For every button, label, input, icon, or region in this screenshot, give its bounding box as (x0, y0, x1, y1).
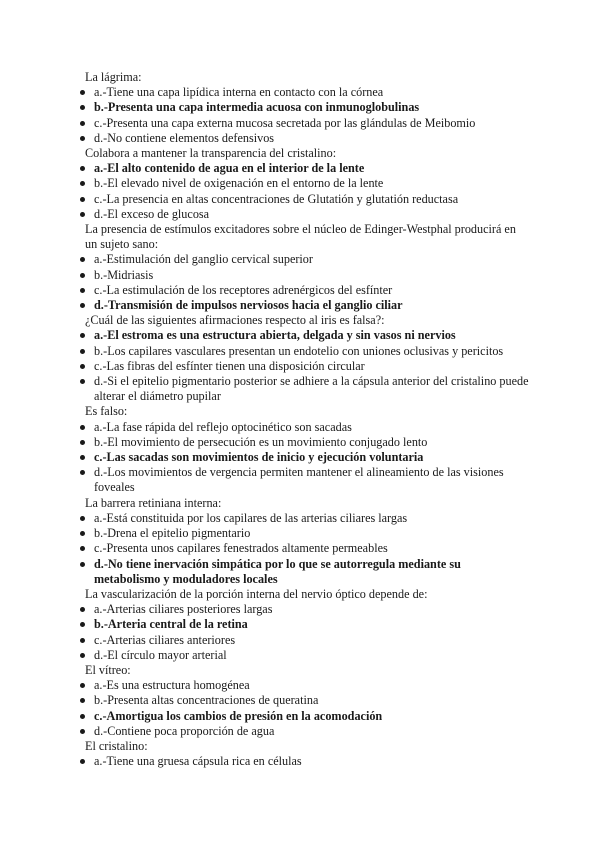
bullet-icon (80, 288, 85, 293)
question-prompt: El vítreo: (85, 662, 131, 677)
option-text: a.-Tiene una gruesa cápsula rica en células (94, 754, 302, 769)
answer-option (0, 85, 600, 100)
answer-option (0, 602, 600, 617)
bullet-icon (80, 349, 85, 354)
answer-option (0, 465, 600, 495)
question-prompt: La presencia de estímulos excitadores sobre el núcleo de Edinger-Westphal producirá en un sujeto sano: (85, 222, 516, 252)
answer-option (0, 511, 600, 526)
answer-option (0, 131, 600, 146)
answer-option (0, 176, 600, 191)
option-text: b.-Arteria central de la retina (94, 617, 248, 632)
bullet-icon (80, 181, 85, 186)
bullet-icon (80, 121, 85, 126)
option-text: a.-Estimulación del ganglio cervical superior (94, 252, 313, 267)
bullet-icon (80, 197, 85, 202)
answer-option (0, 693, 600, 708)
bullet-icon (80, 714, 85, 719)
option-text: b.-Midriasis (94, 267, 154, 282)
option-text: c.-Arterias ciliares anteriores (94, 632, 236, 647)
answer-option-correct (0, 161, 600, 176)
option-text: d.-No contiene elementos defensivos (94, 130, 275, 145)
bullet-icon (80, 653, 85, 658)
option-text: d.-No tiene inervación simpática por lo que se autorregula mediante su metabolismo y moduladores locales (94, 556, 461, 586)
question-prompt: La lágrima: (85, 70, 142, 84)
bullet-icon (80, 698, 85, 703)
option-text: d.-Los movimientos de vergencia permiten mantener el alineamiento de las visiones foveales (94, 465, 504, 495)
answer-option (0, 648, 600, 663)
answer-option (0, 633, 600, 648)
option-text: c.-Las fibras del esfínter tienen una disposición circular (94, 358, 365, 373)
answer-option-correct (0, 298, 600, 313)
bullet-icon (80, 166, 85, 171)
bullet-icon (80, 105, 85, 110)
answer-option-correct (0, 617, 600, 632)
option-text: b.-Drena el epitelio pigmentario (94, 526, 251, 541)
question-prompt: ¿Cuál de las siguientes afirmaciones respecto al iris es falsa?: (85, 313, 385, 328)
option-text: a.-Arterias ciliares posteriores largas (94, 602, 273, 617)
answer-option (0, 435, 600, 450)
bullet-icon (80, 273, 85, 278)
answer-option (0, 283, 600, 298)
answer-option (0, 359, 600, 374)
answer-option (0, 678, 600, 693)
option-text: c.-Presenta una capa externa mucosa secretada por las glándulas de Meibomio (94, 115, 476, 130)
answer-option-correct (0, 450, 600, 465)
option-text: c.-La presencia en altas concentraciones de Glutatión y glutatión reductasa (94, 191, 459, 206)
bullet-icon (80, 562, 85, 567)
question-prompt: La barrera retiniana interna: (85, 495, 222, 510)
option-text: b.-Los capilares vasculares presentan un endotelio con uniones oclusivas y pericitos (94, 343, 504, 358)
option-text: b.-Presenta altas concentraciones de queratina (94, 693, 319, 708)
bullet-icon (80, 455, 85, 460)
option-text: a.-Está constituida por los capilares de las arterias ciliares largas (94, 510, 408, 525)
bullet-icon (80, 622, 85, 627)
bullet-icon (80, 333, 85, 338)
question-prompt: El cristalino: (85, 738, 148, 753)
bullet-icon (80, 531, 85, 536)
question-prompt: La vascularización de la porción interna del nervio óptico depende de: (85, 586, 428, 601)
answer-option (0, 754, 600, 769)
bullet-icon (80, 470, 85, 475)
option-text: d.-Si el epitelio pigmentario posterior se adhiere a la cápsula anterior del cristalino puede alterar el diámetro pupilar (94, 374, 529, 404)
answer-option-correct (0, 557, 600, 587)
bullet-icon (80, 364, 85, 369)
option-text: d.-Contiene poca proporción de agua (94, 723, 275, 738)
option-text: a.-La fase rápida del reflejo optocinético son sacadas (94, 419, 352, 434)
bullet-icon (80, 212, 85, 217)
option-text: c.-Las sacadas son movimientos de inicio y ejecución voluntaria (94, 450, 424, 465)
bullet-icon (80, 90, 85, 95)
option-text: c.-Presenta unos capilares fenestrados altamente permeables (94, 541, 388, 556)
bullet-icon (80, 546, 85, 551)
option-text: c.-Amortigua los cambios de presión en la acomodación (94, 708, 383, 723)
bullet-icon (80, 759, 85, 764)
bullet-icon (80, 136, 85, 141)
option-text: a.-Tiene una capa lipídica interna en contacto con la córnea (94, 85, 384, 100)
option-text: d.-El círculo mayor arterial (94, 647, 227, 662)
option-text: b.-El movimiento de persecución es un movimiento conjugado lento (94, 434, 428, 449)
bullet-icon (80, 683, 85, 688)
question-prompt: Colabora a mantener la transparencia del cristalino: (85, 146, 337, 161)
document-body (0, 70, 600, 769)
option-text: a.-El alto contenido de agua en el interior de la lente (94, 161, 365, 176)
answer-option (0, 207, 600, 222)
option-text: a.-Es una estructura homogénea (94, 678, 250, 693)
bullet-icon (80, 729, 85, 734)
bullet-icon (80, 638, 85, 643)
answer-option (0, 252, 600, 267)
option-text: c.-La estimulación de los receptores adrenérgicos del esfínter (94, 282, 393, 297)
answer-option-correct (0, 100, 600, 115)
option-text: b.-Presenta una capa intermedia acuosa con inmunoglobulinas (94, 100, 420, 115)
bullet-icon (80, 379, 85, 384)
option-text: d.-El exceso de glucosa (94, 206, 210, 221)
bullet-icon (80, 303, 85, 308)
option-text: b.-El elevado nivel de oxigenación en el entorno de la lente (94, 176, 384, 191)
bullet-icon (80, 516, 85, 521)
answer-option (0, 526, 600, 541)
answer-option (0, 268, 600, 283)
answer-option (0, 420, 600, 435)
question-prompt: Es falso: (85, 404, 128, 419)
answer-option-correct (0, 328, 600, 343)
answer-option-correct (0, 709, 600, 724)
answer-option (0, 541, 600, 556)
answer-option (0, 374, 600, 404)
bullet-icon (80, 607, 85, 612)
bullet-icon (80, 440, 85, 445)
option-text: d.-Transmisión de impulsos nerviosos hacia el ganglio ciliar (94, 298, 403, 313)
answer-option (0, 724, 600, 739)
answer-option (0, 192, 600, 207)
bullet-icon (80, 257, 85, 262)
option-text: a.-El estroma es una estructura abierta, delgada y sin vasos ni nervios (94, 328, 456, 343)
answer-option (0, 116, 600, 131)
answer-option (0, 344, 600, 359)
bullet-icon (80, 425, 85, 430)
